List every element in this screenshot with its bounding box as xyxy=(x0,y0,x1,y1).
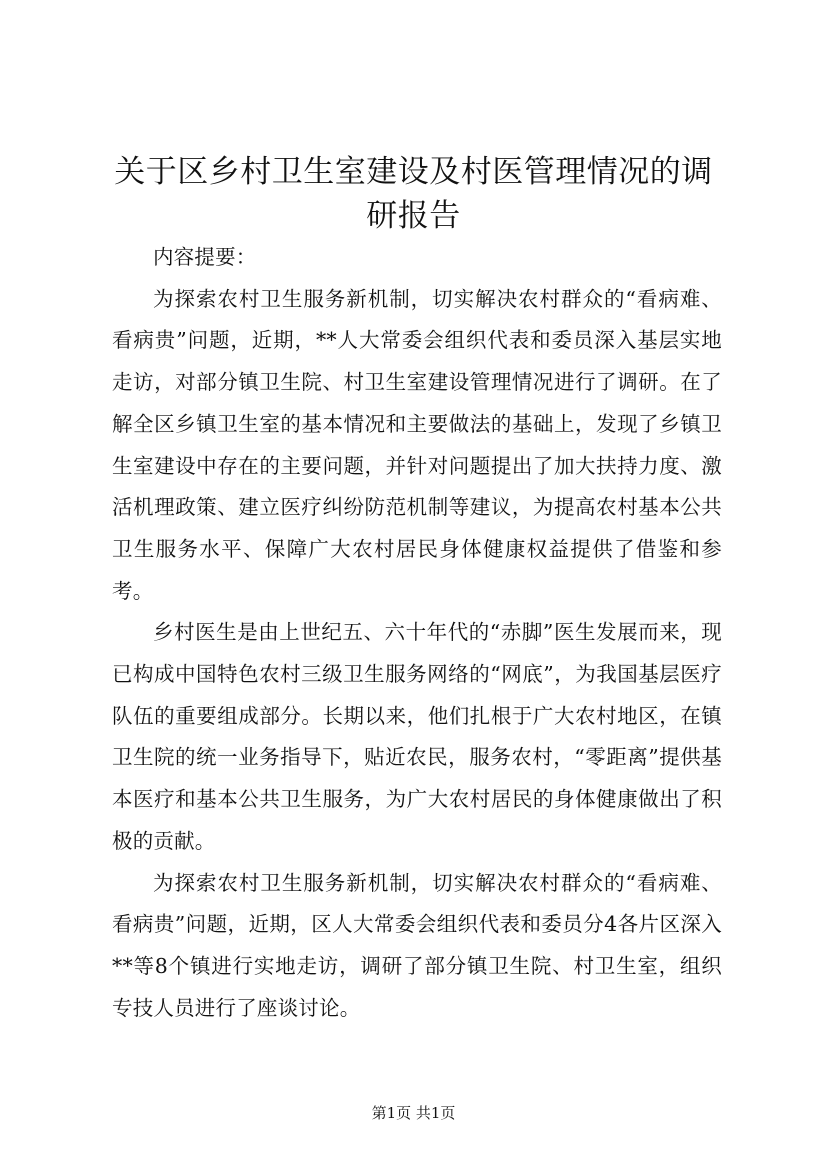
paragraph-summary-label: 内容提要： xyxy=(153,245,257,269)
page-footer: 第1页 共1页 xyxy=(371,1104,456,1122)
paragraph-investigation: 为探索农村卫生服务新机制，切实解决农村群众的“看病难、看病贵”问题，近期，区人大常委会组织代表和委员分4各片区深入**等8个镇进行实地走访，调研了部分镇卫生院、村卫生室，组织专技人员进行了座谈讨论。 xyxy=(112,870,722,1020)
document-body xyxy=(112,237,722,1029)
paragraph-background: 乡村医生是由上世纪五、六十年代的“赤脚”医生发展而来，现已构成中国特色农村三级卫生服务网络的“网底”，为我国基层医疗队伍的重要组成部分。长期以来，他们扎根于广大农村地区，在镇卫生院的统一业务指导下，贴近农民，服务农村，“零距离”提供基本医疗和基本公共卫生服务，为广大农村居民的身体健康做出了积极的贡献。 xyxy=(112,620,722,853)
document-title: 关于区乡村卫生室建设及村医管理情况的调研报告 xyxy=(114,154,713,234)
paragraph-summary: 为探索农村卫生服务新机制，切实解决农村群众的“看病难、看病贵”问题，近期，**人大常委会组织代表和委员深入基层实地走访，对部分镇卫生院、村卫生室建设管理情况进行了调研。在了解全区乡镇卫生室的基本情况和主要做法的基础上，发现了乡镇卫生室建设中存在的主要问题，并针对问题提出了加大扶持力度、激活机理政策、建立医疗纠纷防范机制等建议，为提高农村基本公共卫生服务水平、保障广大农村居民身体健康权益提供了借鉴和参考。 xyxy=(112,286,722,603)
